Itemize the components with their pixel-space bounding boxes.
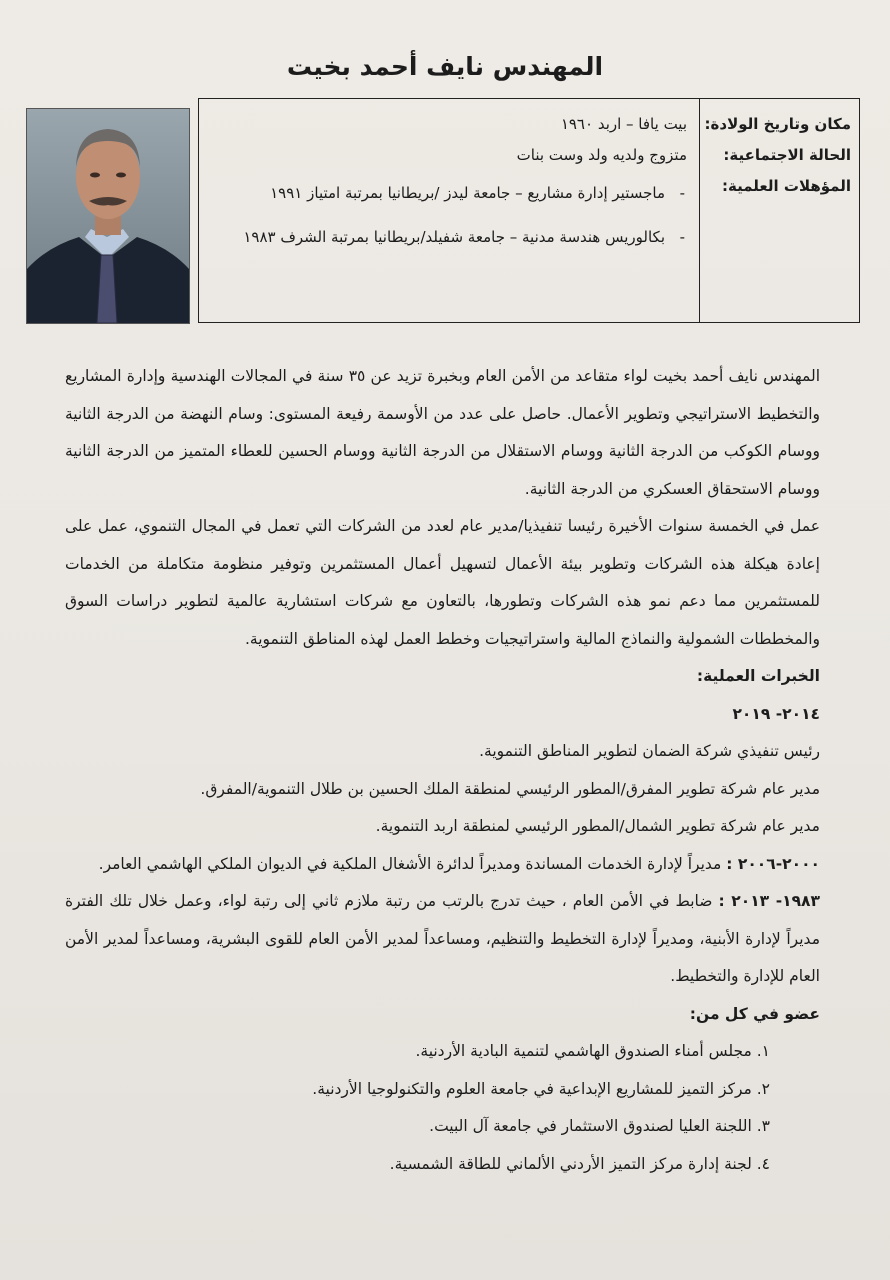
experience-entry-3 <box>65 883 820 996</box>
marital-label: الحالة الاجتماعية: <box>723 146 851 164</box>
info-values-column <box>207 109 687 259</box>
membership-list <box>65 1033 820 1183</box>
experience-text-3: ضابط في الأمن العام ، حيث تدرج بالرتب من رتبة ملازم ثاني إلى رتبة لواء، وعمل خلال تلك الفترة مديراً لإدارة الأبنية، ومديراً لإدارة التخطيط والتنظيم، ومساعداً لمدير الأمن العام للقوى البشرية، ومساعداً لمدير الأمن العام للإدارة والتخطيط. <box>65 892 820 985</box>
birth-value: بيت يافا – اربد ١٩٦٠ <box>560 115 687 133</box>
membership-heading: عضو في كل من: <box>689 1004 820 1023</box>
degree-masters: - ماجستير إدارة مشاريع – جامعة ليدز /بريطانيا بمرتبة امتياز ١٩٩١ <box>207 171 687 215</box>
qualifications-label: المؤهلات العلمية: <box>722 177 851 195</box>
experience-heading: الخبرات العملية: <box>696 667 820 685</box>
experience-years-3: ١٩٨٣- ٢٠١٣ : <box>718 892 820 910</box>
list-item: ٣. اللجنة العليا لصندوق الاستثمار في جامعة آل البيت. <box>429 1117 770 1135</box>
birth-label: مكان وتاريخ الولادة: <box>704 115 851 133</box>
experience-entry-2 <box>65 846 820 884</box>
degree-bachelors: - بكالوريس هندسة مدنية – جامعة شفيلد/بريطانيا بمرتبة الشرف ١٩٨٣ <box>207 215 687 259</box>
experience-years-2: ٢٠٠٠-٢٠٠٦ : <box>726 854 820 873</box>
portrait-image <box>27 109 189 323</box>
experience-role-3: مدير عام شركة تطوير الشمال/المطور الرئيسي لمنطقة اربد التنموية. <box>375 817 820 835</box>
personal-info-box <box>198 98 860 323</box>
portrait-photo <box>26 108 190 324</box>
bio-paragraph-1: المهندس نايف أحمد بخيت لواء متقاعد من الأمن العام وبخبرة تزيد عن ٣٥ سنة في المجالات الهندسية وإدارة المشاريع والتخطيط الاستراتيجي وتطوير الأعمال. حاصل على عدد من الأوسمة رفيعة المستوى: وسام النهضة من الدرجة الثانية ووسام الكوكب من الدرجة الثانية ووسام الاستقلال من الدرجة الثانية ووسام الحسين للعطاء المتميز من الدرجة الثانية ووسام الاستحقاق العسكري من الدرجة الثانية. <box>65 367 820 498</box>
list-item: ١. مجلس أمناء الصندوق الهاشمي لتنمية البادية الأردنية. <box>415 1042 770 1060</box>
experience-text-2: مديراً لإدارة الخدمات المساندة ومديراً لدائرة الأشغال الملكية في الديوان الملكي الهاشمي العامر. <box>98 854 722 873</box>
list-item: ٢. مركز التميز للمشاريع الإبداعية في جامعة العلوم والتكنولوجيا الأردنية. <box>312 1079 770 1098</box>
marital-value: متزوج ولديه ولد وست بنات <box>516 146 687 164</box>
experience-role-2: مدير عام شركة تطوير المفرق/المطور الرئيسي لمنطقة الملك الحسين بن طلال التنموية/المفرق. <box>200 779 820 798</box>
page-title: المهندس نايف أحمد بخيت <box>286 52 604 81</box>
list-item: ٤. لجنة إدارة مركز التميز الأردني الألماني للطاقة الشمسية. <box>389 1154 770 1173</box>
experience-role-1: رئيس تنفيذي شركة الضمان لتطوير المناطق التنموية. <box>479 742 820 760</box>
experience-years-1: ٢٠١٤- ٢٠١٩ <box>732 704 820 723</box>
bio-paragraph-2: عمل في الخمسة سنوات الأخيرة رئيسا تنفيذيا/مدير عام لعدد من الشركات التي تعمل في المجال التنموي، عمل على إعادة هيكلة هذه الشركات وتطوير بيئة الأعمال لتسهيل أعمال المستثمرين وتوفير منظومة متكاملة من الخدمات للمستثمرين مما دعم نمو هذه الشركات وتطورها، بالتعاون مع شركات استشارية عالمية لتطوير دراسات السوق والمخططات الشمولية والنماذج المالية واستراتيجيات وخطط العمل لهذه المناطق التنموية. <box>65 517 820 648</box>
info-labels-column <box>699 99 859 322</box>
cv-body <box>65 358 820 1183</box>
